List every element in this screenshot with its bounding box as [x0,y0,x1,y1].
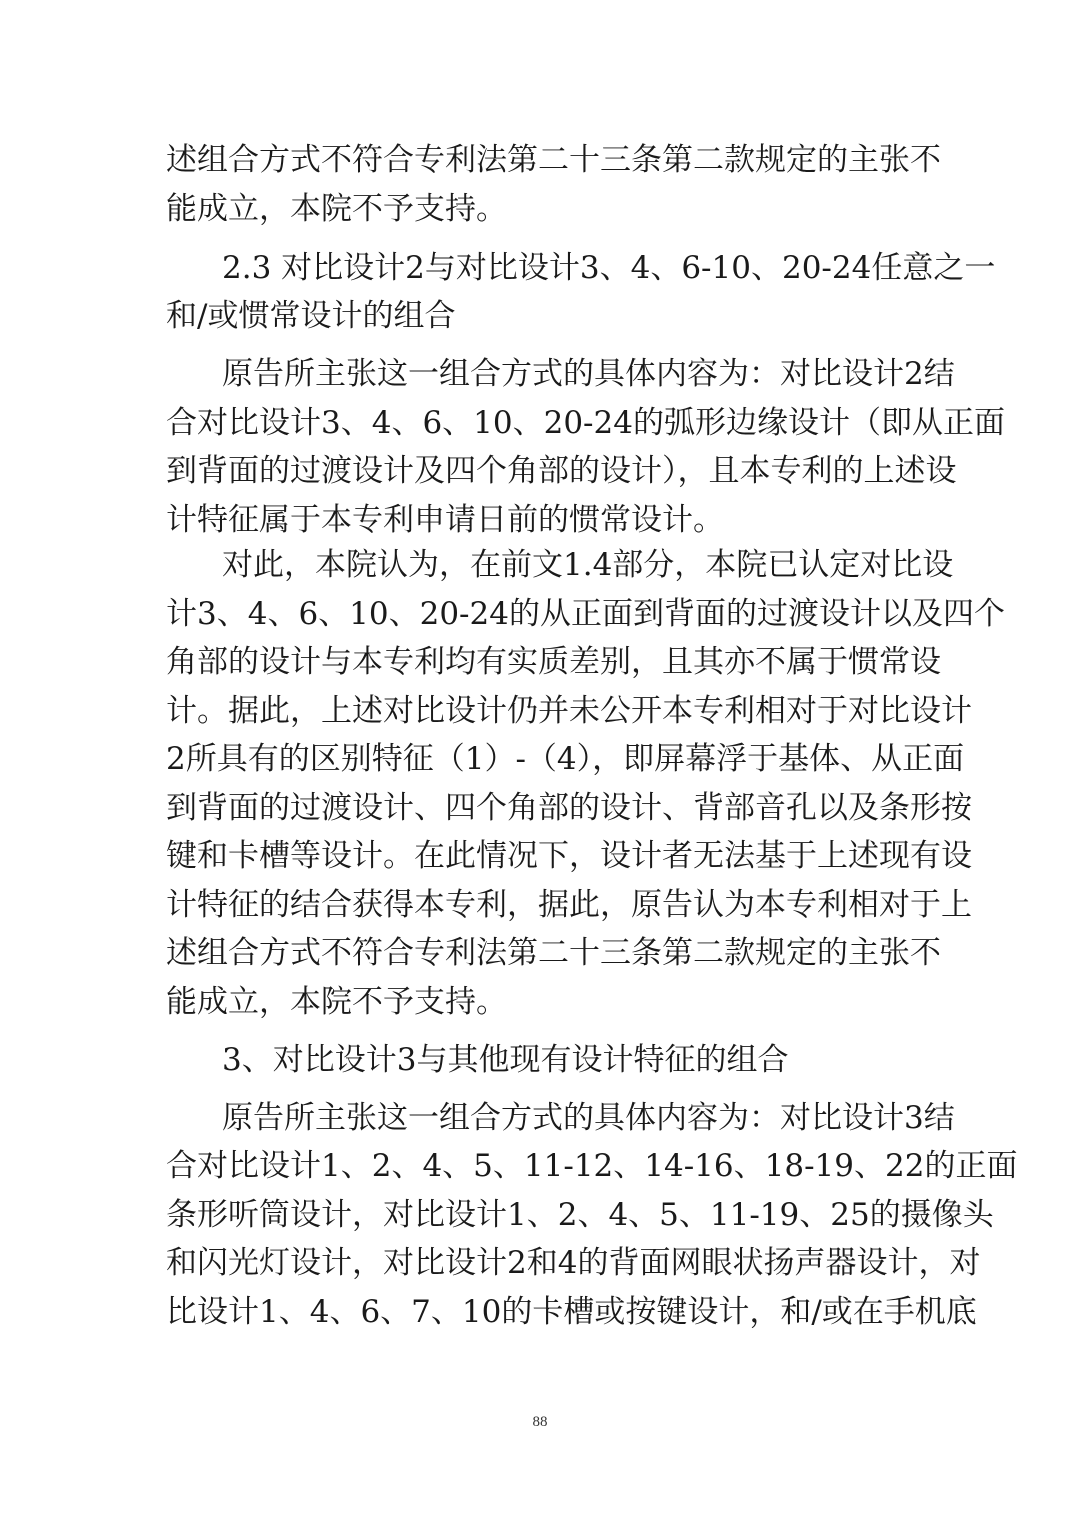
body-text-line: 能成立，本院不予支持。 [166,984,507,1020]
section-heading: 3、对比设计3与其他现有设计特征的组合 [222,1042,789,1078]
body-text-line: 计特征的结合获得本专利，据此，原告认为本专利相对于上 [166,887,972,923]
body-text-line: 对此，本院认为，在前文1.4部分，本院已认定对比设 [222,547,954,583]
body-text-line: 计特征属于本专利申请日前的惯常设计。 [166,502,724,538]
body-text-line: 述组合方式不符合专利法第二十三条第二款规定的主张不 [166,935,941,971]
body-text-line: 原告所主张这一组合方式的具体内容为：对比设计3结 [222,1100,955,1136]
body-text-line: 2所具有的区别特征（1）-（4），即屏幕浮于基体、从正面 [166,741,965,777]
section-heading: 2.3 对比设计2与对比设计3、4、6-10、20-24任意之一 [222,250,996,286]
body-text-line: 述组合方式不符合专利法第二十三条第二款规定的主张不 [166,142,941,178]
body-text-line: 和闪光灯设计，对比设计2和4的背面网眼状扬声器设计，对 [166,1245,981,1281]
body-text-line: 计3、4、6、10、20-24的从正面到背面的过渡设计以及四个 [166,596,1005,632]
body-text-line: 计。据此，上述对比设计仍并未公开本专利相对于对比设计 [166,693,972,729]
body-text-line: 合对比设计3、4、6、10、20-24的弧形边缘设计（即从正面 [166,405,1005,441]
body-text-line: 能成立，本院不予支持。 [166,191,507,227]
section-heading: 和/或惯常设计的组合 [166,298,456,334]
page-number: 88 [532,1414,548,1430]
body-text-line: 到背面的过渡设计及四个角部的设计），且本专利的上述设 [166,453,957,489]
body-text-line: 合对比设计1、2、4、5、11-12、14-16、18-19、22的正面 [166,1148,1018,1184]
body-text-line: 比设计1、4、6、7、10的卡槽或按键设计，和/或在手机底 [166,1294,977,1330]
body-text-line: 键和卡槽等设计。在此情况下，设计者无法基于上述现有设 [166,838,972,874]
body-text-line: 角部的设计与本专利均有实质差别，且其亦不属于惯常设 [166,644,941,680]
body-text-line: 到背面的过渡设计、四个角部的设计、背部音孔以及条形按 [166,790,972,826]
body-text-line: 原告所主张这一组合方式的具体内容为：对比设计2结 [222,356,955,392]
body-text-line: 条形听筒设计，对比设计1、2、4、5、11-19、25的摄像头 [166,1197,994,1233]
